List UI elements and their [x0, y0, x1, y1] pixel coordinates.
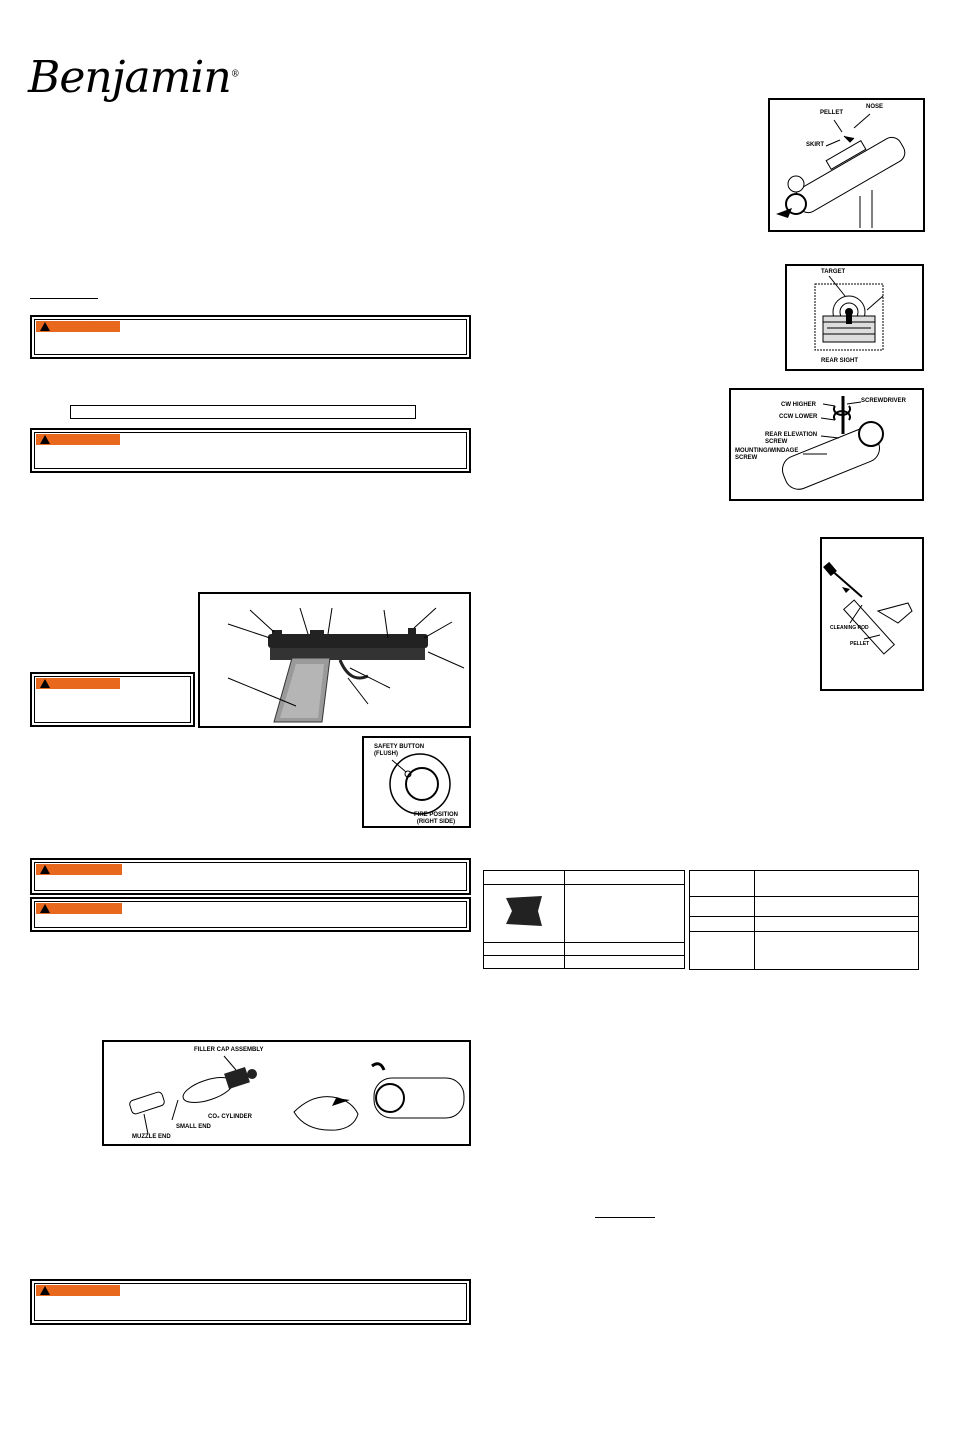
nose-label: NOSE	[866, 104, 884, 110]
warning-icon	[40, 904, 50, 913]
section-underline-2	[595, 1217, 655, 1218]
skirt-label: SKIRT	[806, 142, 824, 148]
sight-picture-figure	[785, 264, 924, 371]
warning-icon	[40, 435, 50, 444]
warning-box-1	[30, 315, 471, 359]
warning-label: WARNING	[36, 434, 120, 445]
warning-label: WARNING	[36, 903, 122, 914]
rear-sight-label: REAR SIGHT	[821, 358, 859, 364]
pellet-silhouette-icon	[504, 896, 544, 926]
pellet-label: PELLET	[820, 110, 844, 116]
warning-box-4	[30, 858, 471, 895]
safety-button-label: SAFETY BUTTON (FLUSH)	[374, 744, 425, 757]
empty-input-box	[70, 405, 416, 419]
cleaning-pellet-label: PELLET	[850, 641, 870, 647]
spec-table-left	[483, 870, 685, 969]
pellet-loading-figure	[768, 98, 925, 232]
cw-higher-label: CW HIGHER	[781, 402, 816, 408]
warning-icon	[40, 322, 50, 331]
registered-mark: ®	[230, 69, 239, 80]
fire-position-label: FIRE POSITION (RIGHT SIDE)	[413, 812, 458, 825]
safety-button-figure	[362, 736, 471, 828]
cleaning-rod-label: CLEANING ROD	[830, 625, 869, 631]
target-label: TARGET	[821, 269, 846, 275]
screwdriver-label: SCREWDRIVER	[861, 398, 907, 404]
small-end-label: SMALL END	[176, 1124, 211, 1130]
filler-cap-label: FILLER CAP ASSEMBLY	[194, 1047, 264, 1053]
warning-label: WARNING	[36, 864, 122, 875]
warning-icon	[40, 1286, 50, 1295]
logo-text: Benjamin	[28, 52, 231, 103]
pistol-parts-figure	[198, 592, 471, 728]
muzzle-end-label: MUZZLE END	[132, 1134, 171, 1140]
sight-adjust-figure	[729, 388, 924, 501]
ccw-lower-label: CCW LOWER	[779, 414, 818, 420]
co2-cylinder-label: CO₂ CYLINDER	[208, 1114, 253, 1120]
warning-label: WARNING	[36, 678, 120, 689]
warning-label: WARNING	[36, 1285, 120, 1296]
rear-elevation-screw-label: REAR ELEVATION SCREW	[765, 432, 818, 445]
warning-box-2	[30, 428, 471, 473]
warning-icon	[40, 679, 50, 688]
warning-box-5	[30, 897, 471, 932]
warning-box-3	[30, 672, 195, 727]
warning-label: WARNING	[36, 321, 120, 332]
section-underline-1	[30, 298, 98, 299]
benjamin-logo	[28, 52, 239, 103]
cleaning-rod-figure	[820, 537, 924, 691]
warning-box-6	[30, 1279, 471, 1325]
co2-install-figure	[102, 1040, 471, 1146]
warning-icon	[40, 865, 50, 874]
spec-table-right	[689, 870, 919, 970]
mounting-windage-screw-label: MOUNTING/WINDAGE SCREW	[735, 448, 799, 461]
